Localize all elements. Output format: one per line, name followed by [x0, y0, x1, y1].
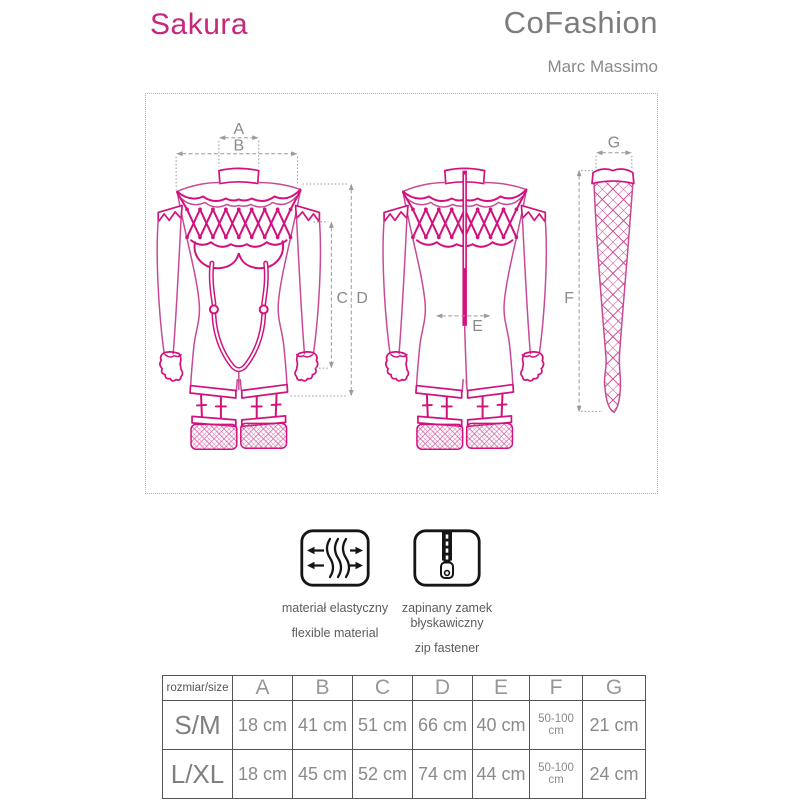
size-value-cell: 21 cm — [583, 701, 646, 750]
size-value-cell: 18 cm — [233, 701, 293, 750]
column-header-f: F — [530, 676, 583, 701]
size-table-header-row — [163, 676, 646, 701]
column-header-c: C — [353, 676, 413, 701]
dimension-label-c: C — [336, 289, 349, 307]
front-view-drawing — [157, 168, 320, 449]
column-header-d: D — [413, 676, 473, 701]
size-value-cell: 66 cm — [413, 701, 473, 750]
size-value-cell: 24 cm — [583, 750, 646, 799]
dimension-label-a: A — [233, 120, 245, 138]
dimension-label-d: D — [356, 289, 368, 307]
zipper-icon — [413, 529, 481, 592]
column-header-g: G — [583, 676, 646, 701]
size-value-cell: 40 cm — [473, 701, 530, 750]
column-header-a: A — [233, 676, 293, 701]
dimension-label-g: G — [607, 134, 621, 152]
size-value-cell: 52 cm — [353, 750, 413, 799]
designer-name: Marc Massimo — [547, 57, 658, 76]
size-value-cell: 50-100 cm — [530, 750, 583, 799]
feature-label-pl: zapinany zamek błyskawiczny — [401, 601, 493, 630]
size-table — [162, 675, 646, 799]
technical-drawing-panel — [145, 93, 658, 494]
size-value-cell: 41 cm — [293, 701, 353, 750]
dimension-label-e: E — [472, 317, 483, 335]
feature-label-pl: materiał elastyczny — [281, 601, 389, 615]
size-value-cell: 51 cm — [353, 701, 413, 750]
size-value-cell: 18 cm — [233, 750, 293, 799]
size-value-cell: 44 cm — [473, 750, 530, 799]
size-value-cell: 50-100 cm — [530, 701, 583, 750]
feature-zip-fastener — [372, 529, 522, 656]
size-value-cell: 45 cm — [293, 750, 353, 799]
size-label: S/M — [163, 701, 233, 750]
feature-label-en: zip fastener — [414, 641, 480, 655]
size-row-lxl — [163, 750, 646, 799]
size-label: L/XL — [163, 750, 233, 799]
column-header-e: E — [473, 676, 530, 701]
size-row-sm — [163, 701, 646, 750]
feature-label-en: flexible material — [291, 626, 379, 640]
column-header-b: B — [293, 676, 353, 701]
stocking-drawing — [592, 169, 634, 412]
back-view-drawing — [383, 168, 546, 449]
product-title: Sakura — [150, 8, 249, 41]
dimension-label-b: B — [233, 137, 245, 155]
garment-diagram — [146, 94, 657, 493]
brand-name: CoFashion — [503, 5, 658, 40]
table-corner-label: rozmiar/size — [163, 676, 233, 701]
size-value-cell: 74 cm — [413, 750, 473, 799]
stretch-arrows-icon — [300, 529, 370, 592]
dimension-label-f: F — [564, 289, 575, 307]
